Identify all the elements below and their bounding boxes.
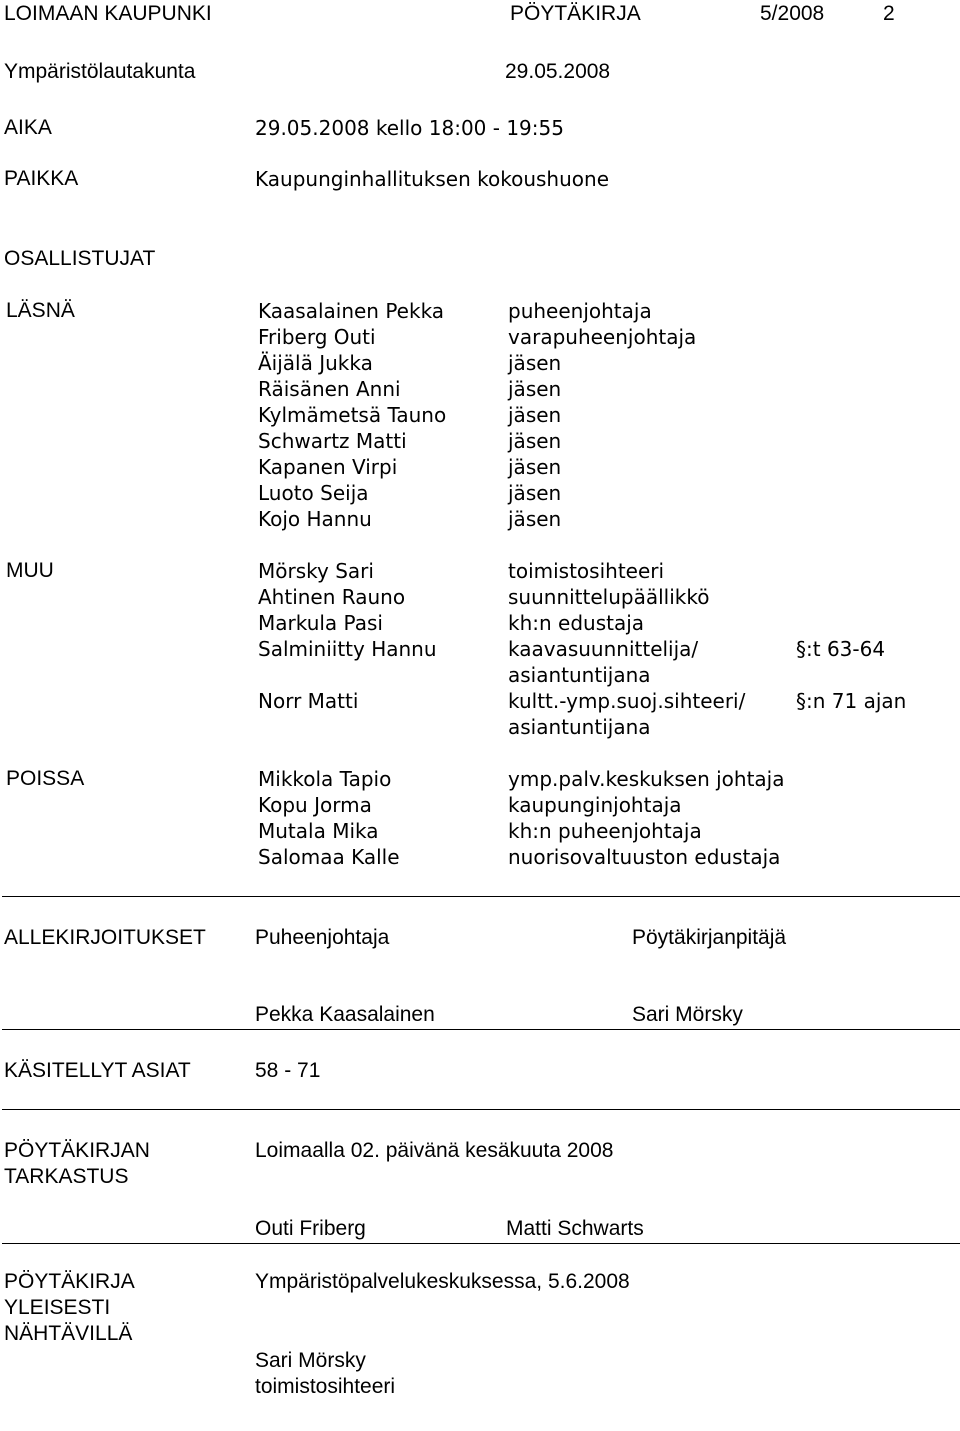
member-role: kultt.-ymp.suoj.sihteeri/ [508, 689, 746, 713]
header-date: 29.05.2008 [505, 60, 611, 83]
signatures-label: ALLEKIRJOITUKSET [4, 926, 206, 949]
member-role: kaupunginjohtaja [508, 793, 682, 817]
member-role: toimistosihteeri [508, 559, 665, 583]
member-name: Äijälä Jukka [258, 351, 373, 375]
place-value: Kaupunginhallituksen kokoushuone [255, 167, 610, 191]
secretary-title: Pöytäkirjanpitäjä [632, 926, 787, 949]
member-name: Kapanen Virpi [258, 455, 398, 479]
time-value: 29.05.2008 kello 18:00 - 19:55 [255, 116, 564, 140]
place-label: PAIKKA [4, 167, 79, 190]
member-name: Schwartz Matti [258, 429, 407, 453]
member-role-cont: asiantuntijana [508, 715, 651, 739]
reviewer-name: Matti Schwarts [506, 1217, 644, 1240]
member-role: suunnittelupäällikkö [508, 585, 710, 609]
section-note: §:t 63-64 [796, 637, 886, 661]
review-place-date: Loimaalla 02. päivänä kesäkuuta 2008 [255, 1139, 614, 1162]
member-role-cont: asiantuntijana [508, 663, 651, 687]
member-name: Kojo Hannu [258, 507, 372, 531]
member-name: Friberg Outi [258, 325, 376, 349]
member-name: Räisänen Anni [258, 377, 401, 401]
document-number: 5/2008 [760, 2, 825, 25]
page-number: 2 [883, 2, 895, 25]
member-name: Luoto Seija [258, 481, 369, 505]
member-name: Kaasalainen Pekka [258, 299, 445, 323]
document-type: PÖYTÄKIRJA [510, 2, 641, 25]
member-name: Kopu Jorma [258, 793, 372, 817]
member-name: Mutala Mika [258, 819, 379, 843]
member-role: nuorisovaltuuston edustaja [508, 845, 781, 869]
member-name: Norr Matti [258, 689, 359, 713]
section-note: §:n 71 ajan [796, 689, 907, 713]
member-name: Mikkola Tapio [258, 767, 392, 791]
divider [2, 1243, 960, 1244]
member-role: ymp.palv.keskuksen johtaja [508, 767, 785, 791]
participants-heading: OSALLISTUJAT [4, 247, 156, 270]
member-role: varapuheenjohtaja [508, 325, 697, 349]
member-role: jäsen [508, 403, 562, 427]
city-name: LOIMAAN KAUPUNKI [4, 2, 212, 25]
chair-name: Pekka Kaasalainen [255, 1003, 435, 1026]
member-role: jäsen [508, 351, 562, 375]
member-role: jäsen [508, 377, 562, 401]
member-name: Salomaa Kalle [258, 845, 400, 869]
review-label: PÖYTÄKIRJAN [4, 1139, 150, 1162]
member-name: Mörsky Sari [258, 559, 374, 583]
time-label: AIKA [4, 116, 52, 139]
review-label-cont: TARKASTUS [4, 1165, 129, 1188]
secretary-name: Sari Mörsky [632, 1003, 743, 1026]
member-name: Ahtinen Rauno [258, 585, 406, 609]
board-name: Ympäristölautakunta [4, 60, 196, 83]
reviewer-name: Outi Friberg [255, 1217, 366, 1240]
member-name: Markula Pasi [258, 611, 383, 635]
absent-label: POISSA [6, 767, 85, 790]
other-label: MUU [6, 559, 54, 582]
signer-title: toimistosihteeri [255, 1375, 396, 1398]
member-role: puheenjohtaja [508, 299, 652, 323]
chair-title: Puheenjohtaja [255, 926, 390, 949]
member-role: jäsen [508, 481, 562, 505]
signer-name: Sari Mörsky [255, 1349, 366, 1372]
items-label: KÄSITELLYT ASIAT [4, 1059, 191, 1082]
member-role: kh:n puheenjohtaja [508, 819, 702, 843]
member-role: jäsen [508, 429, 562, 453]
divider [2, 1109, 960, 1110]
member-role: jäsen [508, 455, 562, 479]
member-role: kh:n edustaja [508, 611, 645, 635]
public-label-cont: NÄHTÄVILLÄ [4, 1322, 133, 1345]
member-role: jäsen [508, 507, 562, 531]
divider [2, 1029, 960, 1030]
public-label: PÖYTÄKIRJA [4, 1270, 135, 1293]
public-place-date: Ympäristöpalvelukeskuksessa, 5.6.2008 [255, 1270, 630, 1293]
items-value: 58 - 71 [255, 1059, 321, 1082]
member-name: Kylmämetsä Tauno [258, 403, 447, 427]
public-label-cont: YLEISESTI [4, 1296, 111, 1319]
member-role: kaavasuunnittelija/ [508, 637, 699, 661]
present-label: LÄSNÄ [6, 299, 75, 322]
divider [2, 896, 960, 897]
member-name: Salminiitty Hannu [258, 637, 437, 661]
